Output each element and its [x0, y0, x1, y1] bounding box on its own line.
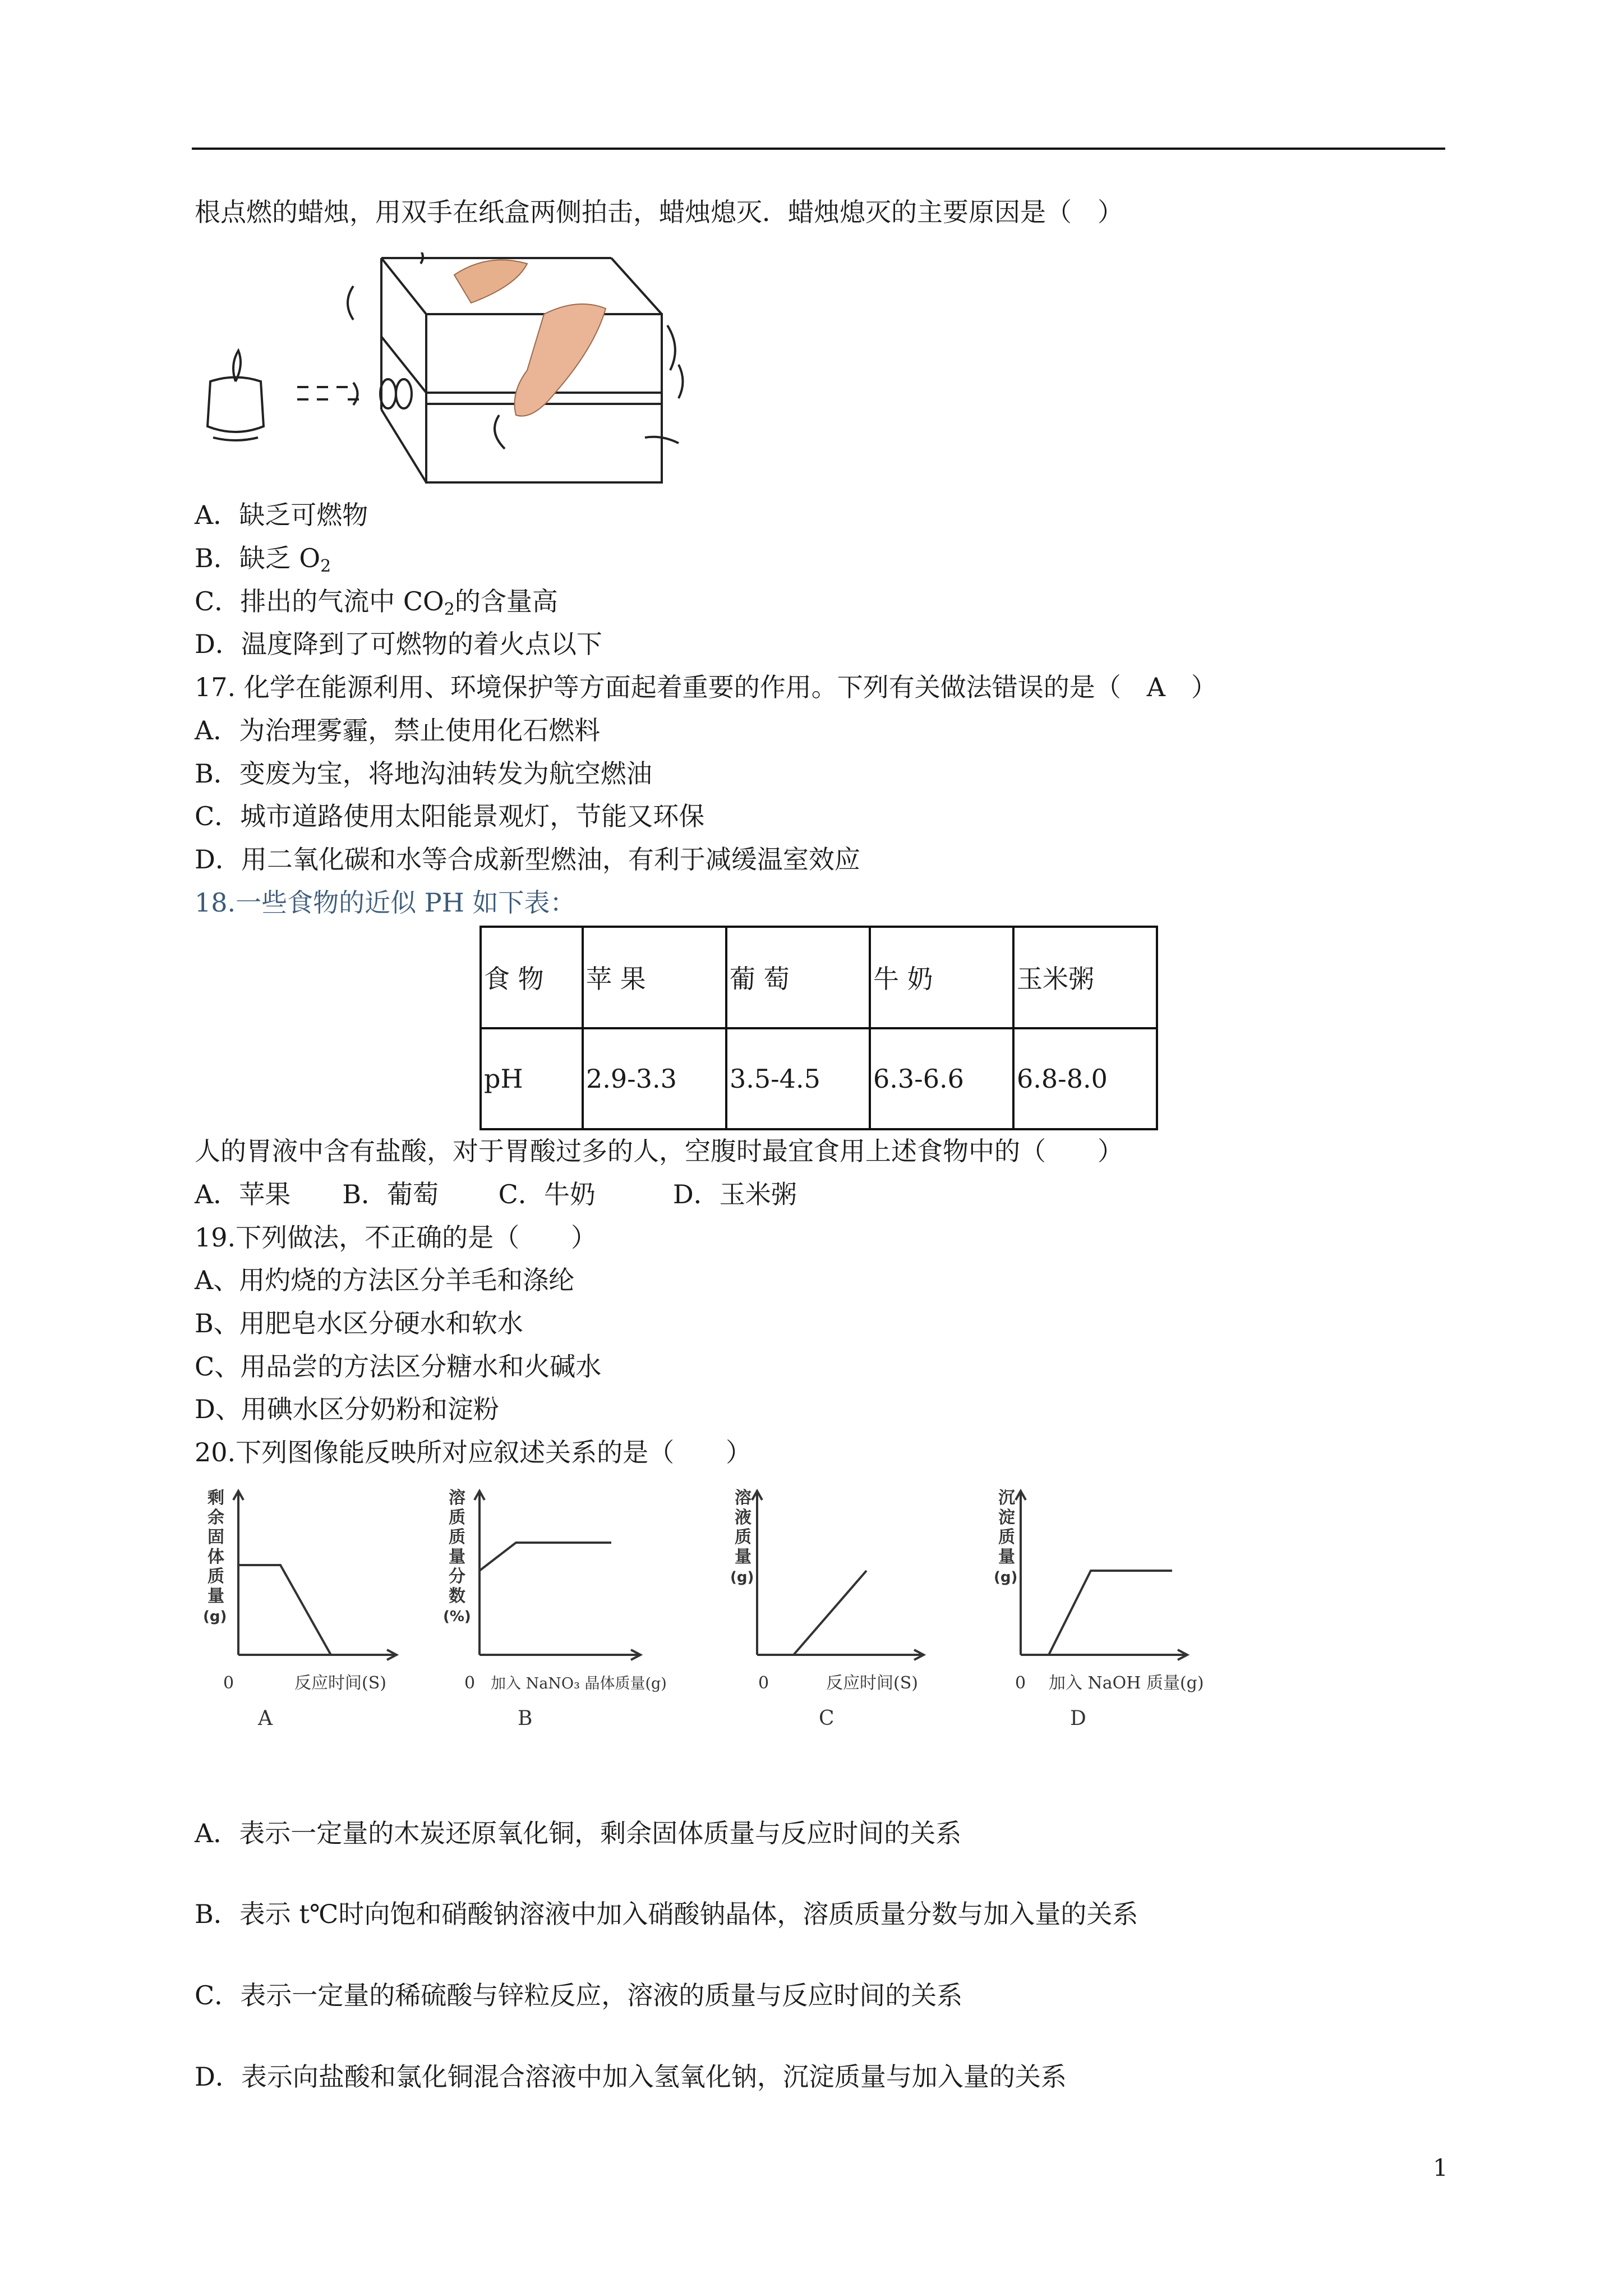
q20-option-a: A．表示一定量的木炭还原氧化铜，剩余固体质量与反应时间的关系 [195, 1818, 962, 1848]
intro-text: 根点燃的蜡烛，用双手在纸盒两侧拍击，蜡烛熄灭．蜡烛熄灭的主要原因是（ ） [195, 197, 1123, 227]
q20-option-d: D．表示向盐酸和氯化铜混合溶液中加入氢氧化钠，沉淀质量与加入量的关系 [195, 2062, 1067, 2092]
ylabel-char: 淀 [998, 1508, 1015, 1527]
ylabel-char: 体 [208, 1547, 224, 1567]
ylabel-char: 量 [208, 1586, 224, 1606]
table-cell: pH [481, 1028, 583, 1130]
graph-c-ylabel [730, 1488, 754, 1586]
table-cell: 6.8-8.0 [1013, 1028, 1157, 1130]
ylabel-char: 剩 [208, 1488, 224, 1508]
candle-box-figure [185, 252, 707, 488]
q16-option-b: B．缺乏 $O_2$ [195, 543, 331, 576]
q16-option-a: A．缺乏可燃物 [195, 500, 368, 530]
graph-d-ylabel [994, 1488, 1017, 1586]
q19-option-c: C、用品尝的方法区分糖水和火碱水 [195, 1351, 602, 1382]
table-cell: 食 物 [481, 927, 583, 1028]
q20-option-c: C．表示一定量的稀硫酸与锌粒反应，溶液的质量与反应时间的关系 [195, 1980, 963, 2010]
q16-option-c: C．排出的气流中 $CO_2$的含量高 [195, 586, 558, 619]
graph-b-letter: B [518, 1707, 533, 1730]
q18-stem: 18.一些食物的近似 PH 如下表： [195, 887, 576, 918]
table-header-row [481, 927, 1157, 1028]
table-cell: 6.3-6.6 [870, 1028, 1013, 1130]
table-cell: 牛 奶 [870, 927, 1013, 1028]
graph-a-xlabel: 反应时间(S) [294, 1673, 386, 1693]
q18-options: A．苹果 B．葡萄 C．牛奶 D．玉米粥 [195, 1179, 797, 1209]
table-cell: 3.5-4.5 [726, 1028, 870, 1130]
ylabel-char: 溶 [449, 1488, 465, 1508]
ylabel-char: (g) [994, 1569, 1018, 1586]
ylabel-char: (%) [443, 1608, 471, 1625]
ylabel-char: (g) [203, 1608, 227, 1625]
graph-c-xlabel: 反应时间(S) [826, 1673, 918, 1693]
graph-d-xlabel: 加入 NaOH 质量(g) [1049, 1673, 1204, 1693]
graph-a-origin: 0 [223, 1673, 234, 1693]
q19-stem: 19.下列做法，不正确的是（ ） [195, 1222, 597, 1253]
ylabel-char: 溶 [735, 1488, 751, 1508]
q19-option-d: D、用碘水区分奶粉和淀粉 [195, 1394, 499, 1424]
graph-b-xlabel: 加入 NaNO₃ 晶体质量(g) [491, 1675, 667, 1692]
ylabel-char: 质 [998, 1527, 1015, 1547]
ylabel-char: (g) [730, 1569, 754, 1586]
header-rule [192, 148, 1445, 150]
q19-option-b: B、用肥皂水区分硬水和软水 [195, 1308, 523, 1338]
ylabel-char: 质 [208, 1567, 224, 1586]
graph-c [723, 1487, 970, 1756]
graph-c-origin: 0 [758, 1673, 769, 1693]
table-cell: 玉米粥 [1013, 927, 1157, 1028]
ylabel-char: 质 [735, 1527, 751, 1547]
q17-option-c: C．城市道路使用太阳能景观灯，节能又环保 [195, 801, 705, 831]
q20-option-b: B．表示 t℃时向饱和硝酸钠溶液中加入硝酸钠晶体，溶质质量分数与加入量的关系 [195, 1899, 1138, 1929]
q18-question: 人的胃液中含有盐酸，对于胃酸过多的人，空腹时最宜食用上述食物中的（ ） [195, 1136, 1123, 1166]
q17-option-b: B．变废为宝，将地沟油转发为航空燃油 [195, 758, 652, 789]
q17-stem: 17. 化学在能源利用、环境保护等方面起着重要的作用。下列有关做法错误的是（ A ） [195, 672, 1217, 702]
ylabel-char: 液 [735, 1508, 751, 1527]
ylabel-char: 质 [449, 1508, 465, 1527]
ylabel-char: 量 [998, 1547, 1015, 1567]
ylabel-char: 分 [449, 1567, 465, 1586]
graph-a-letter: A [258, 1707, 273, 1730]
ylabel-char: 固 [208, 1527, 224, 1547]
graph-c-letter: C [819, 1707, 834, 1730]
ylabel-char: 沉 [998, 1488, 1015, 1508]
graph-b [437, 1487, 684, 1756]
ylabel-char: 数 [449, 1586, 465, 1606]
table-row [481, 1028, 1157, 1130]
graph-d-origin: 0 [1015, 1673, 1026, 1693]
table-cell: 2.9-3.3 [583, 1028, 726, 1130]
ylabel-char: 量 [735, 1547, 751, 1567]
table-cell: 苹 果 [583, 927, 726, 1028]
q20-stem: 20.下列图像能反映所对应叙述关系的是（ ） [195, 1437, 752, 1467]
graph-b-ylabel [443, 1488, 471, 1625]
table-cell: 葡 萄 [726, 927, 870, 1028]
q17-option-a: A．为治理雾霾，禁止使用化石燃料 [195, 715, 601, 746]
ylabel-char: 余 [208, 1508, 224, 1527]
graph-a [196, 1487, 443, 1756]
q16-option-d: D．温度降到了可燃物的着火点以下 [195, 629, 602, 659]
graph-d-letter: D [1070, 1707, 1086, 1730]
graph-a-ylabel [203, 1488, 227, 1625]
page-number: 1 [1433, 2154, 1448, 2182]
q19-option-a: A、用灼烧的方法区分羊毛和涤纶 [195, 1265, 575, 1295]
graph-b-origin: 0 [464, 1673, 476, 1693]
q17-option-d: D．用二氧化碳和水等合成新型燃油，有利于减缓温室效应 [195, 844, 860, 875]
ylabel-char: 质 [449, 1527, 465, 1547]
ph-table [479, 926, 1158, 1130]
graph-d [987, 1487, 1234, 1756]
ylabel-char: 量 [449, 1547, 465, 1567]
